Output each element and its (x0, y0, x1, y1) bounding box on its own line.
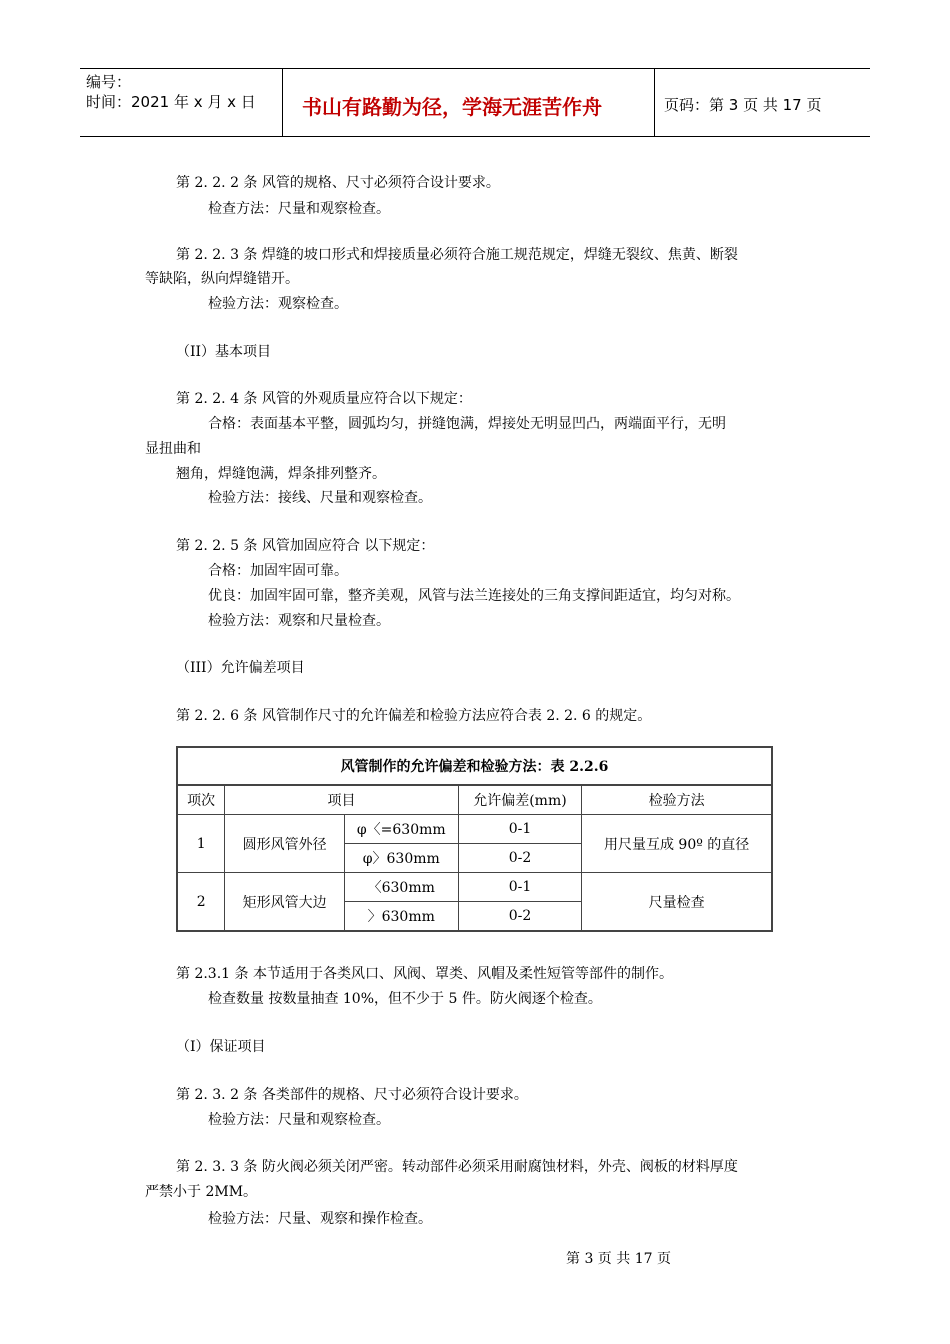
col-header-method: 检验方法 (582, 785, 772, 815)
clause-2-3-2: 第 2. 3. 2 条 各类部件的规格、尺寸必须符合设计要求。 (176, 1087, 528, 1103)
clause-2-2-4-pass-line2: 显扭曲和 (145, 441, 201, 457)
col-header-tolerance: 允许偏差(mm) (458, 785, 582, 815)
page-label: 页码：第 3 页 共 17 页 (664, 96, 822, 114)
table-title: 风管制作的允许偏差和检验方法：表 2.2.6 (177, 747, 772, 785)
row-subitem: 〈630mm (344, 873, 458, 902)
time-label: 时间：2021 年 x 月 x 日 (86, 93, 256, 111)
clause-2-3-2-method: 检验方法：尺量和观察检查。 (208, 1112, 390, 1128)
clause-2-2-6: 第 2. 2. 6 条 风管制作尺寸的允许偏差和检验方法应符合表 2. 2. 6 的规定。 (176, 708, 652, 724)
clause-2-3-3-line2: 严禁小于 2MM。 (145, 1184, 258, 1200)
header-center-cell (282, 69, 655, 136)
clause-2-2-2: 第 2. 2. 2 条 风管的规格、尺寸必须符合设计要求。 (176, 175, 500, 191)
clause-2-2-2-method: 检查方法：尺量和观察检查。 (208, 201, 390, 217)
clause-2-2-3-line1: 第 2. 2. 3 条 焊缝的坡口形式和焊接质量必须符合施工规范规定，焊缝无裂纹、焦黄、断裂 (176, 247, 738, 263)
clause-2-2-4-pass-line3: 翘角，焊缝饱满，焊条排列整齐。 (176, 466, 386, 482)
clause-2-2-5-pass: 合格：加固牢固可靠。 (208, 563, 348, 579)
section-guarantee-items: （I）保证项目 (176, 1039, 266, 1055)
col-header-no: 项次 (177, 785, 225, 815)
row-no: 2 (177, 873, 225, 932)
row-method: 尺量检查 (582, 873, 772, 932)
clause-2-2-4-method: 检验方法：接线、尺量和观察检查。 (208, 490, 432, 506)
row-item: 矩形风管大边 (225, 873, 345, 932)
page-header (80, 68, 870, 137)
col-header-item: 项目 (225, 785, 458, 815)
clause-2-2-5-method: 检验方法：观察和尺量检查。 (208, 613, 390, 629)
row-tolerance: 0-2 (458, 844, 582, 873)
motto: 书山有路勤为径，学海无涯苦作舟 (302, 95, 602, 119)
clause-2-3-1-line1: 第 2.3.1 条 本节适用于各类风口、风阀、罩类、风帽及柔性短管等部件的制作。 (176, 966, 673, 982)
row-tolerance: 0-1 (458, 873, 582, 902)
row-subitem: 〉630mm (344, 902, 458, 932)
table-title-row (177, 747, 772, 785)
clause-2-2-5: 第 2. 2. 5 条 风管加固应符合 以下规定： (176, 538, 435, 554)
row-tolerance: 0-2 (458, 902, 582, 932)
clause-2-2-5-good: 优良：加固牢固可靠，整齐美观，风管与法兰连接处的三角支撑间距适宜，均匀对称。 (208, 588, 740, 604)
row-no: 1 (177, 815, 225, 873)
clause-2-3-1-line2: 检查数量 按数量抽查 10%，但不少于 5 件。防火阀逐个检查。 (208, 991, 602, 1007)
clause-2-3-3-line1: 第 2. 3. 3 条 防火阀必须关闭严密。转动部件必须采用耐腐蚀材料，外壳、阀板的材料厚度 (176, 1159, 738, 1175)
clause-2-2-4-pass-line1: 合格：表面基本平整，圆弧均匀，拼缝饱满，焊接处无明显凹凸，两端面平行，无明 (208, 416, 726, 432)
page-footer: 第 3 页 共 17 页 (566, 1251, 671, 1267)
section-tolerance-items: （III）允许偏差项目 (176, 660, 305, 676)
tolerance-table (176, 746, 773, 932)
clause-2-3-3-method: 检验方法：尺量、观察和操作检查。 (208, 1211, 432, 1227)
table-header-row (177, 785, 772, 815)
table-row (177, 815, 772, 844)
table-row (177, 873, 772, 902)
row-item: 圆形风管外径 (225, 815, 345, 873)
clause-2-2-4: 第 2. 2. 4 条 风管的外观质量应符合以下规定： (176, 391, 472, 407)
row-subitem: φ〈=630mm (344, 815, 458, 844)
serial-label: 编号： (86, 73, 132, 91)
clause-2-2-3-method: 检验方法：观察检查。 (208, 296, 348, 312)
row-subitem: φ〉630mm (344, 844, 458, 873)
clause-2-2-3-line2: 等缺陷，纵向焊缝错开。 (145, 271, 299, 287)
row-tolerance: 0-1 (458, 815, 582, 844)
header-left-cell (80, 69, 283, 136)
section-basic-items: （II）基本项目 (176, 344, 272, 360)
row-method: 用尺量互成 90º 的直径 (582, 815, 772, 873)
